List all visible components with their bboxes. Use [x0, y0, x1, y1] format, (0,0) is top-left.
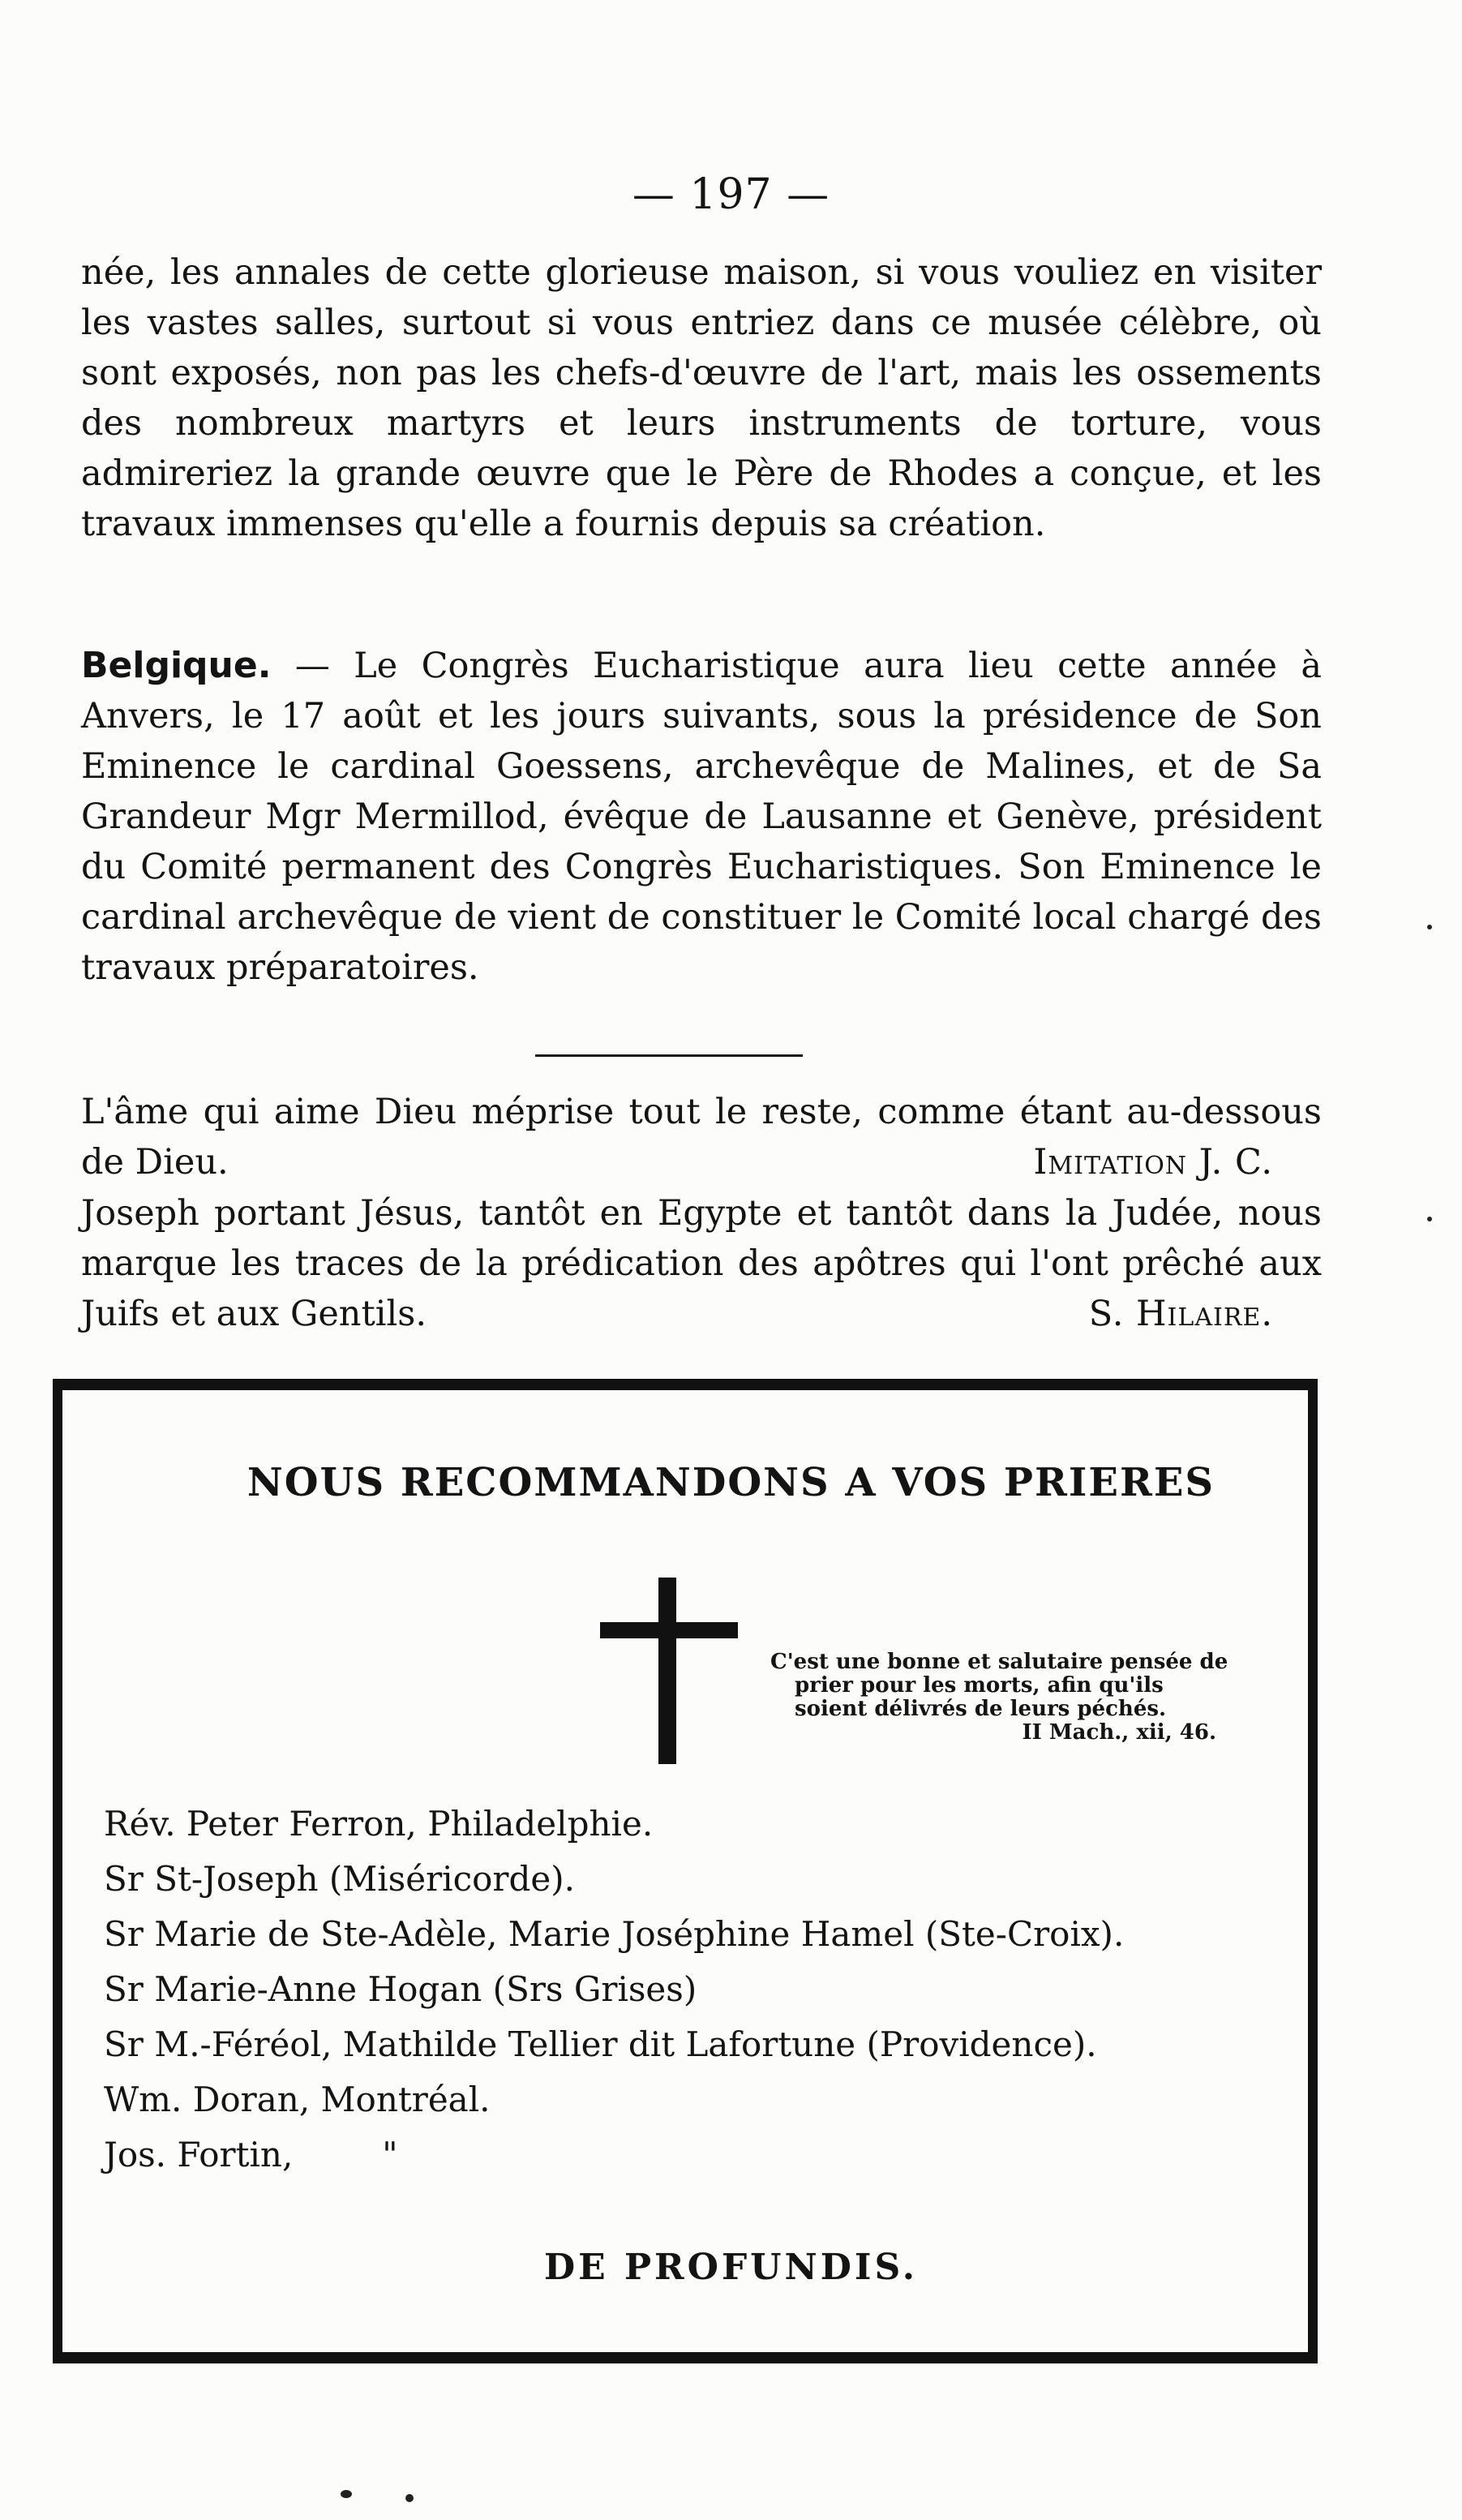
cross-icon — [658, 1578, 676, 1764]
ditto-mark: " — [382, 2135, 398, 2174]
box-heading: NOUS RECOMMANDONS A VOS PRIERES — [247, 1460, 1215, 1505]
quote-imitation-attribution: Imitation J. C. — [1033, 1142, 1273, 1183]
paragraph-belgique — [81, 641, 1322, 993]
cross-icon-bar — [600, 1622, 738, 1638]
list-item-text: Jos. Fortin, — [104, 2135, 294, 2174]
list-item: Sr Marie-Anne Hogan (Srs Grises) — [104, 1969, 697, 2009]
paragraph-belgique-text: — Le Congrès Eucharistique aura lieu cette année à Anvers, le 17 août et les jours suivants, sous la présidence de Son Eminence le cardinal Goessens, archevêque de Malines, et de Sa Grandeur Mgr Mermillod, évêque de Lausanne et Genève, président du Comité permanent des Congrès Eucharistiques. Son Eminence le cardinal archevêque de vient de constituer le Comité local chargé des travaux préparatoires. — [81, 646, 1322, 988]
scripture-quote-line: C'est une bonne et salutaire pensée de — [770, 1650, 1228, 1674]
list-item: Sr St-Joseph (Miséricorde). — [104, 1859, 575, 1899]
quote-hilaire-text: Joseph portant Jésus, tantôt en Egypte et tantôt dans la Judée, nous marque les traces de la prédication des apôtres qui l'ont prêché aux Juifs et aux Gentils. — [81, 1193, 1322, 1334]
print-speck — [341, 2490, 352, 2498]
list-item: Wm. Doran, Montréal. — [104, 2080, 491, 2119]
quote-hilaire-attribution: S. Hilaire. — [1088, 1294, 1273, 1334]
box-border-left — [53, 1379, 62, 2363]
section-divider — [535, 1054, 803, 1057]
box-border-bottom — [53, 2352, 1318, 2363]
box-border-top — [53, 1379, 1318, 1390]
list-item: Sr Marie de Ste-Adèle, Marie Joséphine Hamel (Ste-Croix). — [104, 1914, 1125, 1954]
paragraph-lead-belgique: Belgique. — [81, 645, 272, 686]
list-item: Sr M.-Féréol, Mathilde Tellier dit Lafortune (Providence). — [104, 2024, 1097, 2064]
print-speck — [1427, 1217, 1432, 1221]
quote-imitation — [81, 1087, 1322, 1187]
print-speck — [1427, 925, 1432, 929]
closing-line: DE PROFUNDIS. — [543, 2247, 919, 2288]
box-border-right — [1308, 1379, 1318, 2363]
page-number: — 197 — — [632, 170, 830, 219]
quote-imitation-text: L'âme qui aime Dieu méprise tout le reste, comme étant au-dessous de Dieu. — [81, 1092, 1322, 1183]
prayer-names-list — [104, 1797, 1288, 2183]
print-speck — [405, 2494, 414, 2502]
scripture-reference: II Mach., xii, 46. — [1022, 1720, 1216, 1745]
scripture-quote-line: prier pour les morts, afin qu'ils — [795, 1673, 1164, 1698]
scripture-quote — [770, 1651, 1306, 1745]
quote-hilaire — [81, 1188, 1322, 1339]
list-item — [104, 2127, 1288, 2183]
scripture-quote-line: soient délivrés de leurs péchés. — [795, 1697, 1167, 1721]
list-item: Rév. Peter Ferron, Philadelphie. — [104, 1804, 654, 1844]
paragraph-rhodes: née, les annales de cette glorieuse maison, si vous vouliez en visiter les vastes salles, surtout si vous entriez dans ce musée célèbre, où sont exposés, non pas les chefs-d'œuvre de l'art, mais les ossements des nombreux martyrs et leurs instruments de torture, vous admireriez la grande œuvre que le Père de Rhodes a conçue, et les travaux immenses qu'elle a fournis depuis sa création. — [81, 252, 1322, 544]
